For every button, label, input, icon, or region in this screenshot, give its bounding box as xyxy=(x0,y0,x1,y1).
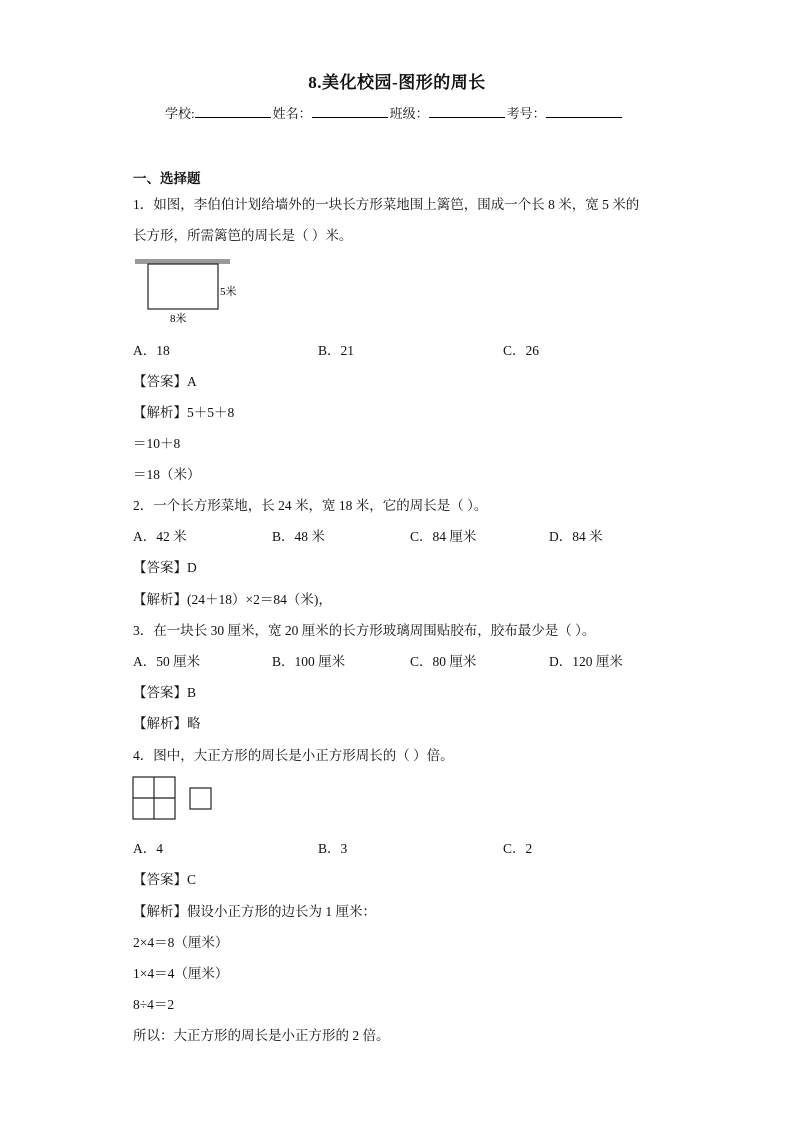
school-blank xyxy=(195,105,271,118)
q3-option-a[interactable]: A．50 厘米 xyxy=(133,654,201,669)
q1-option-a[interactable]: A．18 xyxy=(133,343,170,358)
q2-stem: 2．一个长方形菜地，长 24 米，宽 18 米，它的周长是（ ）。 xyxy=(133,498,488,513)
width-label: 5米 xyxy=(220,286,237,298)
q4-option-b[interactable]: B．3 xyxy=(318,841,348,856)
q4-option-c[interactable]: C．2 xyxy=(503,841,533,856)
q1-figure xyxy=(130,255,250,327)
q1-option-c[interactable]: C．26 xyxy=(503,343,540,358)
vegetable-plot-shape xyxy=(148,264,218,309)
school-label: 学校: xyxy=(165,106,195,121)
q4-answer: 【答案】C xyxy=(133,872,197,887)
name-blank xyxy=(312,105,388,118)
q4-analysis-line4: 8÷4＝2 xyxy=(133,997,175,1012)
q3-option-c[interactable]: C．80 厘米 xyxy=(410,654,477,669)
q1-analysis-line2: ＝10＋8 xyxy=(133,436,181,451)
exam-no-label: 考号： xyxy=(506,106,546,121)
page-title: 8.美化校园-图形的周长 xyxy=(308,73,486,92)
student-info-line xyxy=(165,103,624,122)
q2-option-c[interactable]: C．84 厘米 xyxy=(410,529,477,544)
q4-analysis-line2: 2×4＝8（厘米） xyxy=(133,935,229,950)
q3-stem: 3．在一块长 30 厘米，宽 20 厘米的长方形玻璃周围贴胶布，胶布最少是（ ）。 xyxy=(133,623,596,638)
q3-option-b[interactable]: B．100 厘米 xyxy=(272,654,346,669)
class-blank xyxy=(429,105,505,118)
q1-answer: 【答案】A xyxy=(133,374,197,389)
q4-analysis-line1: 【解析】假设小正方形的边长为 1 厘米： xyxy=(133,904,376,919)
large-square-shape xyxy=(133,777,175,819)
q4-analysis-line5: 所以：大正方形的周长是小正方形的 2 倍。 xyxy=(133,1028,390,1043)
q4-stem: 4．图中，大正方形的周长是小正方形周长的（ ）倍。 xyxy=(133,748,454,763)
q1-analysis-line3: ＝18（米） xyxy=(133,467,201,482)
q1-option-b[interactable]: B．21 xyxy=(318,343,355,358)
q2-option-a[interactable]: A．42 米 xyxy=(133,529,187,544)
section-title: 一、选择题 xyxy=(133,171,201,186)
small-square-shape xyxy=(190,788,211,809)
q1-stem-line2: 长方形，所需篱笆的周长是（ ）米。 xyxy=(133,228,353,243)
q2-option-b[interactable]: B．48 米 xyxy=(272,529,325,544)
exam-no-blank xyxy=(546,105,622,118)
length-label: 8米 xyxy=(170,313,187,325)
q2-analysis-line1: 【解析】(24＋18）×2＝84（米)， xyxy=(133,592,332,607)
q1-analysis-line1: 【解析】5＋5＋8 xyxy=(133,405,235,420)
name-label: 姓名： xyxy=(272,106,312,121)
q2-answer: 【答案】D xyxy=(133,560,197,575)
q2-option-d[interactable]: D．84 米 xyxy=(549,529,603,544)
wall-shape xyxy=(135,259,230,264)
q3-answer: 【答案】B xyxy=(133,685,197,700)
q4-option-a[interactable]: A．4 xyxy=(133,841,163,856)
q3-option-d[interactable]: D．120 厘米 xyxy=(549,654,623,669)
class-label: 班级： xyxy=(389,106,429,121)
q4-figure xyxy=(130,774,220,822)
q1-stem-line1: 1．如图，李伯伯计划给墙外的一块长方形菜地围上篱笆，围成一个长 8 米，宽 5 米的 xyxy=(133,197,640,212)
q4-analysis-line3: 1×4＝4（厘米） xyxy=(133,966,229,981)
q3-analysis-line1: 【解析】略 xyxy=(133,716,201,731)
